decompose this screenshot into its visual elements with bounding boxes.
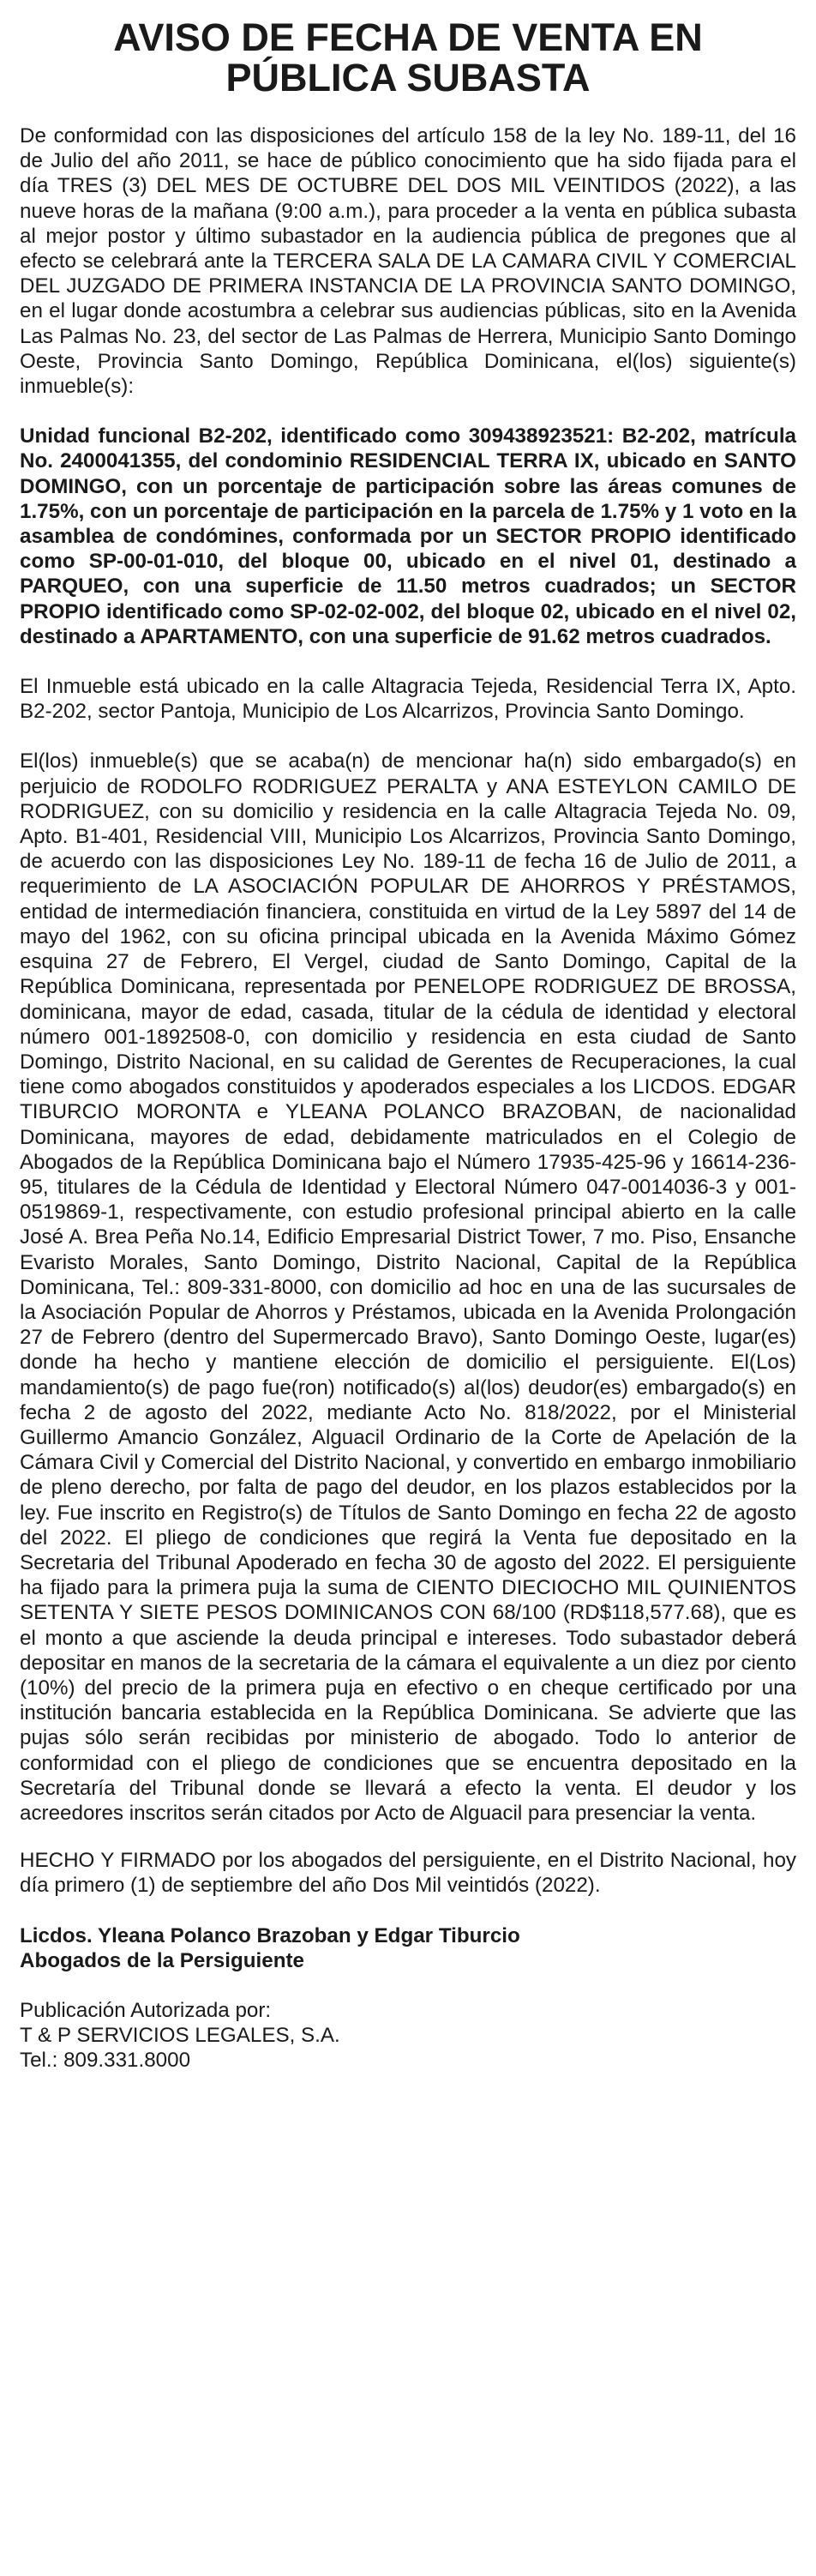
- lawyers-signature: [20, 1923, 796, 1973]
- notice-title: [20, 17, 796, 98]
- notice-title-line-1: AVISO DE FECHA DE VENTA EN: [113, 15, 703, 59]
- publication-company: T & P SERVICIOS LEGALES, S.A.: [20, 2024, 340, 2048]
- publication-phone: Tel.: 809.331.8000: [20, 2049, 191, 2073]
- property-location-paragraph: El Inmueble está ubicado en la calle Altagracia Tejeda, Residencial Terra IX, Apto. B2-202, sector Pantoja, Municipio de Los Alcarrizos, Provincia Santo Domingo.: [20, 675, 796, 724]
- signature-names: Licdos. Yleana Polanco Brazoban y Edgar Tiburcio: [20, 1923, 520, 1947]
- signed-statement-paragraph: HECHO Y FIRMADO por los abogados del persiguiente, en el Distrito Nacional, hoy día primero (1) de septiembre del año Dos Mil veintidós (2022).: [20, 1849, 796, 1898]
- sale-announcement-paragraph: De conformidad con las disposiciones del artículo 158 de la ley No. 189-11, del 16 de Julio del año 2011, se hace de público conocimiento que ha sido fijada para el día TRES (3) DEL MES DE OCTUBRE DEL DOS MIL VEINTIDOS (2022), a las nueve horas de la mañana (9:00 a.m.), para proceder a la venta en pública subasta al mejor postor y último subastador en la audiencia pública de pregones que al efecto se celebrará ante la TERCERA SALA DE LA CAMARA CIVIL Y COMERCIAL DEL JUZGADO DE PRIMERA INSTANCIA DE LA PROVINCIA SANTO DOMINGO, en el lugar donde acostumbra a celebrar sus audiencias públicas, sito en la Avenida Las Palmas No. 23, del sector de Las Palmas de Herrera, Municipio Santo Domingo Oeste, Provincia Santo Domingo, República Dominicana, el(los) siguiente(s) inmueble(s):: [20, 124, 796, 399]
- seizure-details-paragraph: El(los) inmueble(s) que se acaba(n) de mencionar ha(n) sido embargado(s) en perjuicio de RODOLFO RODRIGUEZ PERALTA y ANA ESTEYLON CAMILO DE RODRIGUEZ, con su domicilio y residencia en la calle Altagracia Tejeda No. 09, Apto. B1-401, Residencial VIII, Municipio Los Alcarrizos, Provincia Santo Domingo, de acuerdo con las disposiciones Ley No. 189-11 de fecha 16 de Julio de 2011, a requerimiento de LA ASOCIACIÓN POPULAR DE AHORROS Y PRÉSTAMOS, entidad de intermediación financiera, constituida en virtud de la Ley 5897 del 14 de mayo del 1962, con su oficina principal ubicada en la Avenida Máximo Gómez esquina 27 de Febrero, El Vergel, ciudad de Santo Domingo, Capital de la República Dominicana, representada por PENELOPE RODRIGUEZ DE BROSSA, dominicana, mayor de edad, casada, titular de la cédula de identidad y electoral número 001-1892508-0, con domicilio y residencia en esta ciudad de Santo Domingo, Distrito Nacional, en su calidad de Gerentes de Recuperaciones, la cual tiene como abogados constituidos y apoderados especiales a los LICDOS. EDGAR TIBURCIO MORONTA e YLEANA POLANCO BRAZOBAN, de nacionalidad Dominicana, mayores de edad, debidamente matriculados en el Colegio de Abogados de la República Dominicana bajo el Número 17935-425-96 y 16614-236-95, titulares de la Cédula de Identidad y Electoral Número 047-0014036-3 y 001-0519869-1, respectivamente, con estudio profesional principal abierto en la calle José A. Brea Peña No.14, Edificio Empresarial District Tower, 7 mo. Piso, Ensanche Evaristo Morales, Santo Domingo, Distrito Nacional, Capital de la República Dominicana, Tel.: 809-331-8000, con domicilio ad hoc en una de las sucursales de la Asociación Popular de Ahorros y Préstamos, ubicada en la Avenida Prolongación 27 de Febrero (dentro del Supermercado Bravo), Santo Domingo Oeste, lugar(es) donde ha hecho y mantiene elección de domicilio el persiguiente. El(Los) mandamiento(s) de pago fue(ron) notificado(s) al(los) deudor(es) embargado(s) en fecha 2 de agosto del 2022, mediante Acto No. 818/2022, por el Ministerial Guillermo Amancio González, Alguacil Ordinario de la Corte de Apelación de la Cámara Civil y Comercial del Distrito Nacional, y convertido en embargo inmobiliario de pleno derecho, por falta de pago del deudor, en los plazos establecidos por la ley. Fue inscrito en Registro(s) de Títulos de Santo Domingo en fecha 22 de agosto del 2022. El pliego de condiciones que regirá la Venta fue depositado en la Secretaria del Tribunal Apoderado en fecha 30 de agosto del 2022. El persiguiente ha fijado para la primera puja la suma de CIENTO DIECIOCHO MIL QUINIENTOS SETENTA Y SIETE PESOS DOMINICANOS CON 68/100 (RD$118,577.68), que es el monto a que asciende la deuda principal e intereses. Todo subastador deberá depositar en manos de la secretaria de la cámara el equivalente a un diez por ciento (10%) del precio de la primera puja en efectivo o en cheque certificado por una institución bancaria establecida en la República Dominicana. Se advierte que las pujas sólo serán recibidas por ministerio de abogado. Todo lo anterior de conformidad con el pliego de condiciones que se encuentra depositado en la Secretaría del Tribunal donde se llevará a efecto la venta. El deudor y los acreedores inscritos serán citados por Acto de Alguacil para presenciar la venta.: [20, 749, 796, 1825]
- publication-label: Publicación Autorizada por:: [20, 1999, 272, 2023]
- property-description-paragraph: Unidad funcional B2-202, identificado como 309438923521: B2-202, matrícula No. 2400041355, del condominio RESIDENCIAL TERRA IX, ubicado en SANTO DOMINGO, con un porcentaje de participación sobre las áreas comunes de 1.75%, con un porcentaje de participación en la parcela de 1.75% y 1 voto en la asamblea de condómines, conformada por un SECTOR PROPIO identificado como SP-00-01-010, del bloque 00, ubicado en el nivel 01, destinado a PARQUEO, con una superficie de 11.50 metros cuadrados; un SECTOR PROPIO identificado como SP-02-02-002, del bloque 02, ubicado en el nivel 02, destinado a APARTAMENTO, con una superficie de 91.62 metros cuadrados.: [20, 424, 797, 648]
- publication-authorization: [20, 1998, 796, 2073]
- notice-title-line-2: PÚBLICA SUBASTA: [225, 56, 591, 99]
- signature-role: Abogados de la Persiguiente: [20, 1948, 304, 1972]
